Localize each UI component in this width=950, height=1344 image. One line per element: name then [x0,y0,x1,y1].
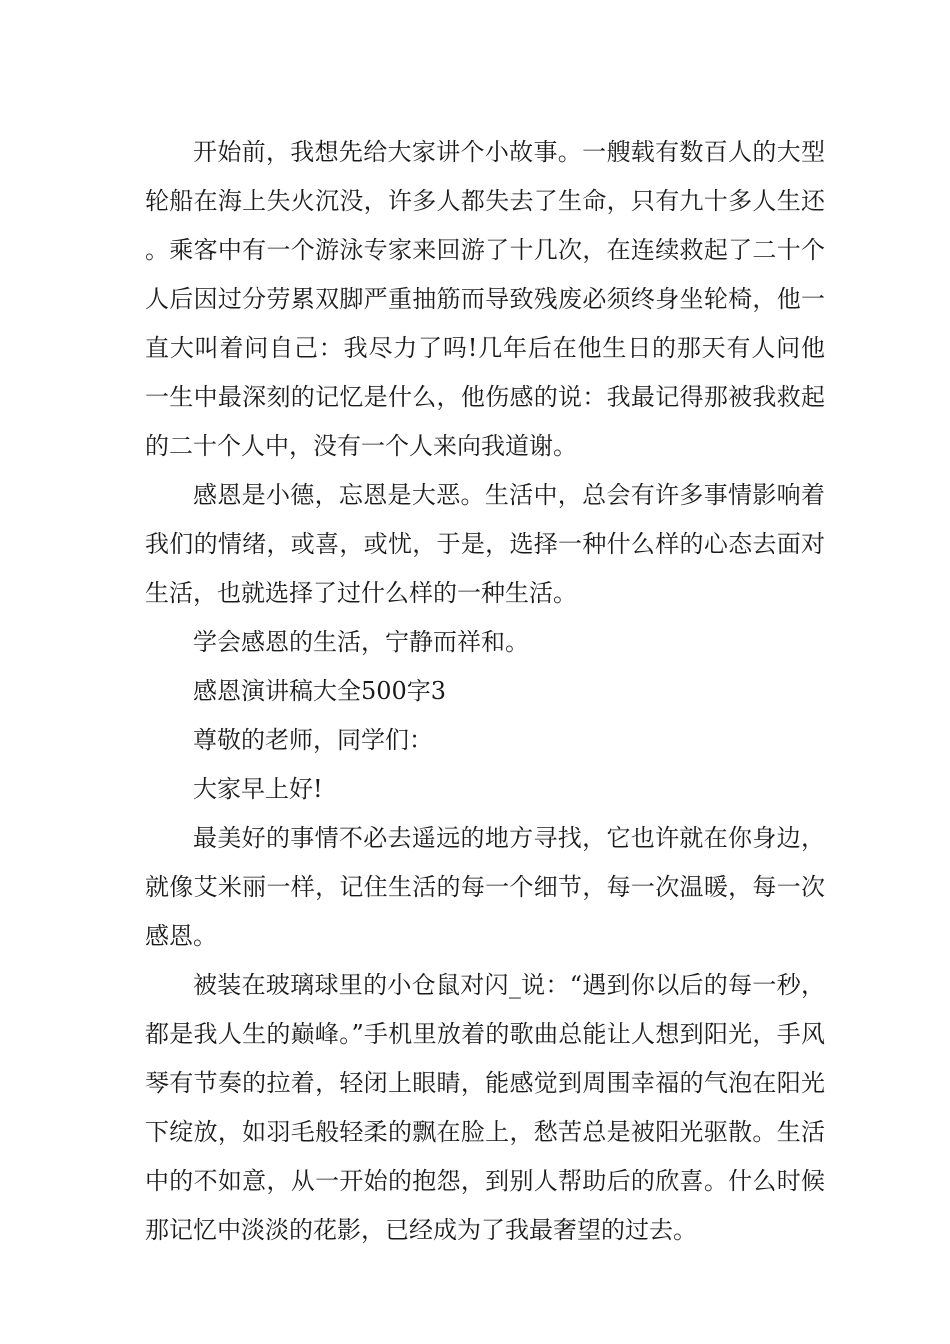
salutation: 尊敬的老师，同学们： [193,726,433,754]
paragraph-hamster-story: 被装在玻璃球里的小仓鼠对闪_说：“遇到你以后的每一秒，都是我人生的巅峰。”手机里放着的歌曲总能让人想到阳光，手风琴有节奏的拉着，轻闭上眼睛，能感觉到周围幸福的气泡在阳光下绽放，如羽毛般轻柔的飘在脸上，愁苦总是被阳光驱散。生活中的不如意，从一开始的抱怨，到别人帮助后的欣喜。什么时候那记忆中淡淡的花影，已经成为了我最奢望的过去。 [145,971,825,1244]
paragraph-beautiful-things: 最美好的事情不必去遥远的地方寻找，它也许就在你身边，就像艾米丽一样，记住生活的每一个细节，每一次温暖，每一次感恩。 [145,824,825,950]
greeting: 大家早上好! [193,775,323,803]
paragraph-gratitude-virtue: 感恩是小德，忘恩是大恶。生活中，总会有许多事情影响着我们的情绪，或喜，或忧，于是，选择一种什么样的心态去面对生活，也就选择了过什么样的一种生活。 [145,481,825,607]
document-body [145,128,825,1255]
section-heading: 感恩演讲稿大全500字3 [193,677,447,705]
paragraph-learn-gratitude: 学会感恩的生活，宁静而祥和。 [193,628,529,656]
paragraph-story-intro: 开始前，我想先给大家讲个小故事。一艘载有数百人的大型轮船在海上失火沉没，许多人都失去了生命，只有九十多人生还。乘客中有一个游泳专家来回游了十几次，在连续救起了二十个人后因过分劳累双脚严重抽筋而导致残废必须终身坐轮椅，他一直大叫着问自己：我尽力了吗!几年后在他生日的那天有人问他一生中最深刻的记忆是什么，他伤感的说：我最记得那被我救起的二十个人中，没有一个人来向我道谢。 [145,138,825,460]
